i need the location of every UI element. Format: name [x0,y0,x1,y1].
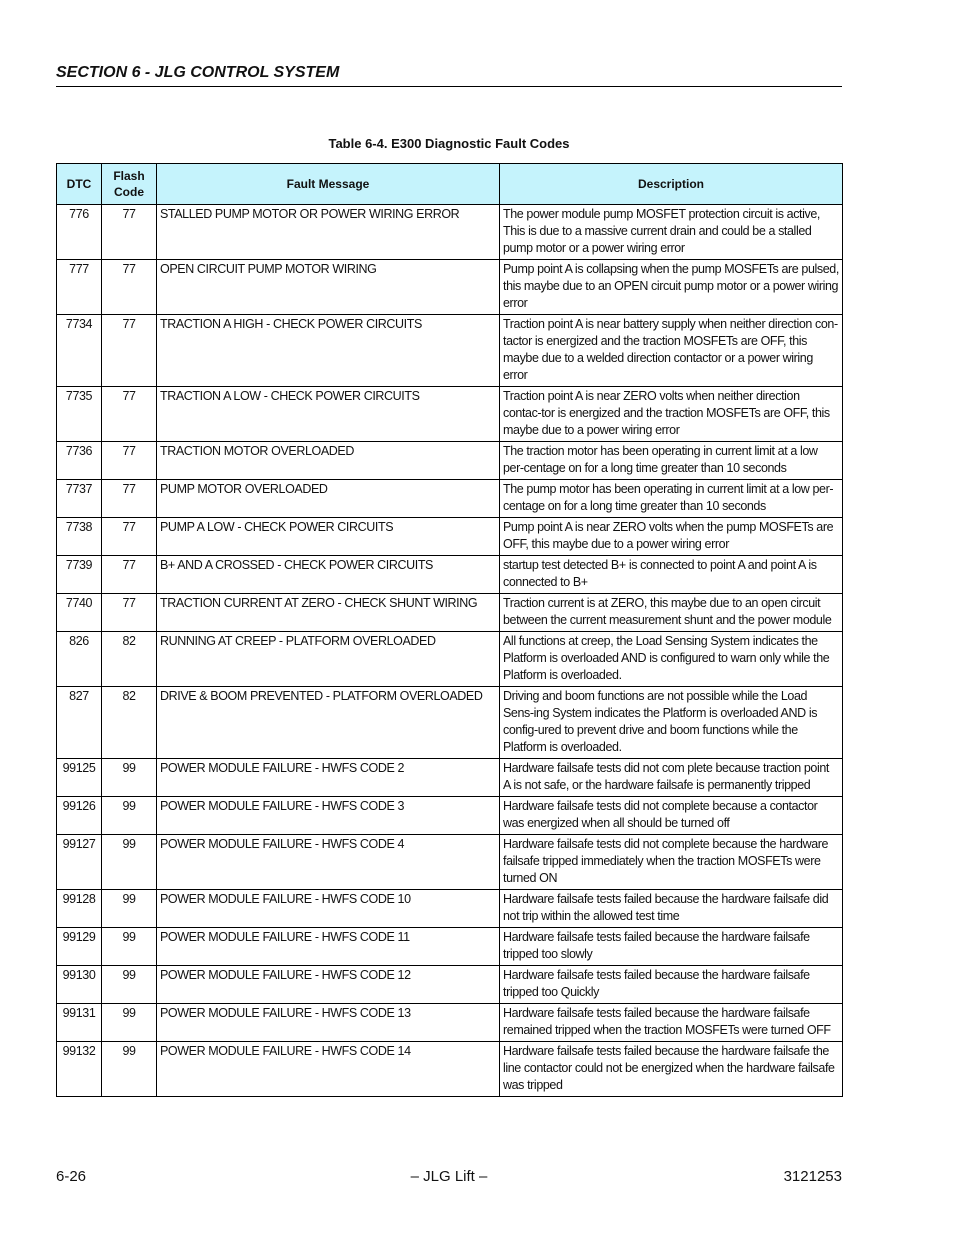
column-header-dtc: DTC [57,164,102,205]
table-row [57,890,843,928]
fault-message-cell: POWER MODULE FAILURE - HWFS CODE 10 [157,890,500,928]
fault-message-cell: POWER MODULE FAILURE - HWFS CODE 13 [157,1004,500,1042]
document-number: 3121253 [783,1168,842,1185]
flash-code-cell: 99 [102,759,157,797]
dtc-cell: 827 [57,687,102,759]
fault-message-cell: TRACTION MOTOR OVERLOADED [157,442,500,480]
description-cell: Pump point A is near ZERO volts when the pump MOSFETs are OFF, this maybe due to a power wiring error [500,518,843,556]
dtc-cell: 99129 [57,928,102,966]
column-header-description: Description [500,164,843,205]
table-row [57,687,843,759]
table-row [57,928,843,966]
table-title: Table 6-4. E300 Diagnostic Fault Codes [328,136,570,151]
flash-code-cell: 77 [102,594,157,632]
fault-message-cell: TRACTION A LOW - CHECK POWER CIRCUITS [157,387,500,442]
dtc-cell: 99127 [57,835,102,890]
description-cell: The pump motor has been operating in current limit at a low per-centage on for a long time greater than 10 seconds [500,480,843,518]
table-row [57,260,843,315]
flash-code-cell: 77 [102,480,157,518]
table-row [57,632,843,687]
dtc-cell: 7739 [57,556,102,594]
table-row [57,759,843,797]
description-cell: All functions at creep, the Load Sensing System indicates the Platform is overloaded AND is configured to warn only while the Platform is overloaded. [500,632,843,687]
flash-code-cell: 99 [102,835,157,890]
flash-code-cell: 99 [102,966,157,1004]
page-number: 6-26 [56,1168,87,1185]
table-row [57,1004,843,1042]
fault-message-cell: POWER MODULE FAILURE - HWFS CODE 3 [157,797,500,835]
table-row [57,518,843,556]
table-row [57,315,843,387]
dtc-cell: 776 [57,205,102,260]
description-cell: startup test detected B+ is connected to point A and point A is connected to B+ [500,556,843,594]
footer-brand: – JLG Lift – [410,1168,488,1185]
dtc-cell: 7740 [57,594,102,632]
dtc-cell: 99132 [57,1042,102,1097]
table-row [57,594,843,632]
fault-message-cell: POWER MODULE FAILURE - HWFS CODE 4 [157,835,500,890]
description-cell: Driving and boom functions are not possible while the Load Sens-ing System indicates the Platform is overloaded AND is config-ured to prevent drive and boom functions while the Platform is overloaded. [500,687,843,759]
description-cell: Hardware failsafe tests failed because the hardware failsafe tripped too Quickly [500,966,843,1004]
fault-message-cell: PUMP A LOW - CHECK POWER CIRCUITS [157,518,500,556]
table-row [57,835,843,890]
fault-message-cell: POWER MODULE FAILURE - HWFS CODE 14 [157,1042,500,1097]
description-cell: Hardware failsafe tests did not complete because the hardware failsafe tripped immediately when the traction MOSFETs were turned ON [500,835,843,890]
column-header-fault-message: Fault Message [157,164,500,205]
description-cell: The traction motor has been operating in current limit at a low per-centage on for a long time greater than 10 seconds [500,442,843,480]
dtc-cell: 99128 [57,890,102,928]
column-header-flash-code: Flash Code [102,164,157,205]
fault-message-cell: RUNNING AT CREEP - PLATFORM OVERLOADED [157,632,500,687]
flash-code-cell: 77 [102,260,157,315]
dtc-cell: 777 [57,260,102,315]
fault-message-cell: POWER MODULE FAILURE - HWFS CODE 11 [157,928,500,966]
description-cell: Hardware failsafe tests failed because the hardware failsafe did not trip within the allowed test time [500,890,843,928]
fault-message-cell: OPEN CIRCUIT PUMP MOTOR WIRING [157,260,500,315]
flash-code-cell: 99 [102,797,157,835]
description-cell: Hardware failsafe tests failed because the hardware failsafe remained tripped when the traction MOSFETs were turned OFF [500,1004,843,1042]
flash-code-cell: 82 [102,632,157,687]
dtc-cell: 7735 [57,387,102,442]
fault-message-cell: POWER MODULE FAILURE - HWFS CODE 12 [157,966,500,1004]
description-cell: Traction point A is near ZERO volts when neither direction contac-tor is energized and the traction MOSFETs are OFF, this maybe due to a power wiring error [500,387,843,442]
flash-code-cell: 99 [102,1004,157,1042]
page-footer [56,1168,842,1188]
dtc-cell: 99131 [57,1004,102,1042]
flash-code-cell: 77 [102,387,157,442]
table-body [57,205,843,1097]
description-cell: Hardware failsafe tests did not complete because a contactor was energized when all should be turned off [500,797,843,835]
dtc-cell: 7734 [57,315,102,387]
fault-codes-table [56,163,843,1097]
dtc-cell: 7736 [57,442,102,480]
flash-code-cell: 77 [102,518,157,556]
description-cell: The power module pump MOSFET protection circuit is active, This is due to a massive current drain and could be a stalled pump motor or a power wiring error [500,205,843,260]
flash-code-cell: 77 [102,315,157,387]
description-cell: Hardware failsafe tests failed because the hardware failsafe the line contactor could not be energized when the hardware failsafe was tripped [500,1042,843,1097]
section-header: SECTION 6 - JLG CONTROL SYSTEM [56,64,842,87]
fault-message-cell: STALLED PUMP MOTOR OR POWER WIRING ERROR [157,205,500,260]
flash-code-cell: 82 [102,687,157,759]
fault-message-cell: DRIVE & BOOM PREVENTED - PLATFORM OVERLOADED [157,687,500,759]
table-row [57,797,843,835]
dtc-cell: 7738 [57,518,102,556]
description-cell: Traction current is at ZERO, this maybe due to an open circuit between the current measurement shunt and the power module [500,594,843,632]
fault-message-cell: TRACTION A HIGH - CHECK POWER CIRCUITS [157,315,500,387]
fault-message-cell: POWER MODULE FAILURE - HWFS CODE 2 [157,759,500,797]
flash-code-cell: 77 [102,442,157,480]
description-cell: Hardware failsafe tests failed because the hardware failsafe tripped too slowly [500,928,843,966]
table-row [57,442,843,480]
flash-code-cell: 99 [102,928,157,966]
flash-code-cell: 77 [102,205,157,260]
table-row [57,205,843,260]
table-header-row [57,164,843,205]
table-row [57,1042,843,1097]
table-row [57,387,843,442]
fault-message-cell: PUMP MOTOR OVERLOADED [157,480,500,518]
description-cell: Pump point A is collapsing when the pump MOSFETs are pulsed, this maybe due to an OPEN circuit pump motor or a power wiring error [500,260,843,315]
dtc-cell: 99130 [57,966,102,1004]
description-cell: Hardware failsafe tests did not com plete because traction point A is not safe, or the hardware failsafe is permanently tripped [500,759,843,797]
flash-code-cell: 99 [102,890,157,928]
dtc-cell: 99125 [57,759,102,797]
dtc-cell: 99126 [57,797,102,835]
dtc-cell: 826 [57,632,102,687]
flash-code-cell: 77 [102,556,157,594]
fault-message-cell: B+ AND A CROSSED - CHECK POWER CIRCUITS [157,556,500,594]
description-cell: Traction point A is near battery supply when neither direction con-tactor is energized and the traction MOSFETs are OFF, this maybe due to a welded direction contactor or a power wiring error [500,315,843,387]
fault-message-cell: TRACTION CURRENT AT ZERO - CHECK SHUNT WIRING [157,594,500,632]
table-row [57,966,843,1004]
dtc-cell: 7737 [57,480,102,518]
table-row [57,556,843,594]
table-row [57,480,843,518]
flash-code-cell: 99 [102,1042,157,1097]
